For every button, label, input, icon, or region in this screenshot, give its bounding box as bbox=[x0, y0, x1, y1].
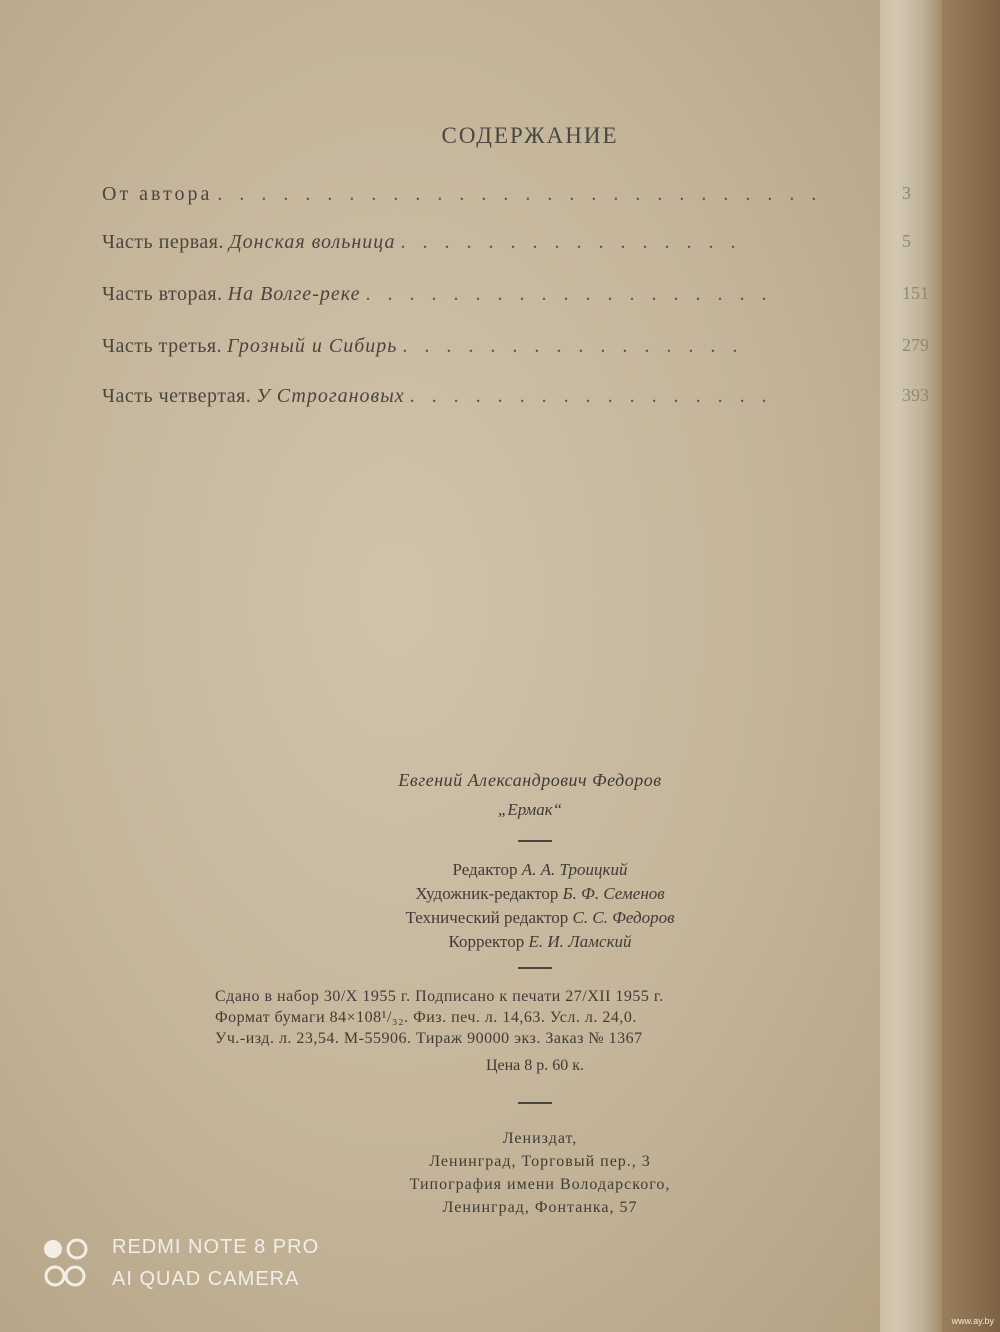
camera-lens-icon bbox=[42, 1236, 94, 1288]
toc-leader: . . . . . . . . . . . . . . . . bbox=[402, 335, 744, 357]
publisher-line: Лениздат, bbox=[502, 1130, 578, 1147]
publisher-line: Ленинград, Фонтанка, 57 bbox=[442, 1199, 638, 1216]
author-name: Евгений Александрович Федоров bbox=[398, 770, 662, 790]
credit-role: Редактор bbox=[452, 860, 518, 879]
credit-line bbox=[0, 930, 1000, 954]
price: Цена 8 р. 60 к. bbox=[485, 1057, 585, 1074]
book-title: „Ермак“ bbox=[497, 800, 563, 819]
watermark-line: AI QUAD CAMERA bbox=[112, 1268, 300, 1290]
toc-row bbox=[102, 385, 932, 415]
toc-page: 151 bbox=[902, 283, 929, 303]
toc-label: Часть третья. bbox=[102, 335, 223, 357]
toc-leader: . . . . . . . . . . . . . . . . . . . bbox=[365, 283, 773, 305]
credit-line bbox=[0, 858, 1000, 882]
watermark-line: REDMI NOTE 8 PRO bbox=[112, 1236, 320, 1258]
publisher-info bbox=[0, 1127, 1000, 1219]
divider bbox=[518, 1102, 552, 1104]
publisher-line: Типография имени Володарского, bbox=[409, 1176, 671, 1193]
toc-row bbox=[102, 283, 932, 313]
credit-name: Е. И. Ламский bbox=[528, 932, 632, 951]
toc-leader: . . . . . . . . . . . . . . . . bbox=[400, 231, 742, 253]
publisher-line: Ленинград, Торговый пер., 3 bbox=[429, 1153, 651, 1170]
divider bbox=[518, 840, 552, 842]
toc-label: Часть четвертая. bbox=[102, 385, 252, 407]
toc-row bbox=[102, 335, 932, 365]
print-line: Сдано в набор 30/X 1955 г. Подписано к печати 27/XII 1955 г. bbox=[215, 988, 664, 1005]
credit-role: Корректор bbox=[448, 932, 525, 951]
credit-name: С. С. Федоров bbox=[572, 908, 675, 927]
toc-row bbox=[102, 183, 932, 213]
toc-label: От автора bbox=[102, 183, 213, 205]
credit-line bbox=[0, 882, 1000, 906]
credit-line bbox=[0, 906, 1000, 930]
toc-page: 3 bbox=[902, 183, 911, 203]
toc-subtitle: Грозный и Сибирь bbox=[227, 335, 398, 357]
credit-role: Художник-редактор bbox=[415, 884, 559, 903]
toc-title: СОДЕРЖАНИЕ bbox=[441, 123, 619, 148]
toc-label: Часть вторая. bbox=[102, 283, 223, 305]
credit-name: А. А. Троицкий bbox=[521, 860, 628, 879]
credit-name: Б. Ф. Семенов bbox=[562, 884, 665, 903]
print-line: Формат бумаги 84×108¹/₃₂. Физ. печ. л. 14,63. Усл. л. 24,0. bbox=[215, 1009, 637, 1026]
toc-leader: . . . . . . . . . . . . . . . . . bbox=[409, 385, 773, 407]
toc-leader: . . . . . . . . . . . . . . . . . . . . . . . . . . . . bbox=[217, 183, 823, 205]
credits bbox=[0, 858, 1000, 954]
toc-row bbox=[102, 231, 932, 261]
toc-subtitle: Донская вольница bbox=[228, 231, 396, 253]
toc-label: Часть первая. bbox=[102, 231, 224, 253]
divider bbox=[518, 967, 552, 969]
site-watermark: www.ay.by bbox=[951, 1316, 994, 1326]
print-info bbox=[215, 986, 855, 1049]
toc-page: 393 bbox=[902, 385, 929, 405]
toc-subtitle: На Волге-реке bbox=[227, 283, 361, 305]
credit-role: Технический редактор bbox=[405, 908, 569, 927]
print-line: Уч.-изд. л. 23,54. М-55906. Тираж 90000 экз. Заказ № 1367 bbox=[215, 1030, 643, 1047]
toc-subtitle: У Строгановых bbox=[256, 385, 405, 407]
toc-page: 5 bbox=[902, 231, 911, 251]
toc-page: 279 bbox=[902, 335, 929, 355]
